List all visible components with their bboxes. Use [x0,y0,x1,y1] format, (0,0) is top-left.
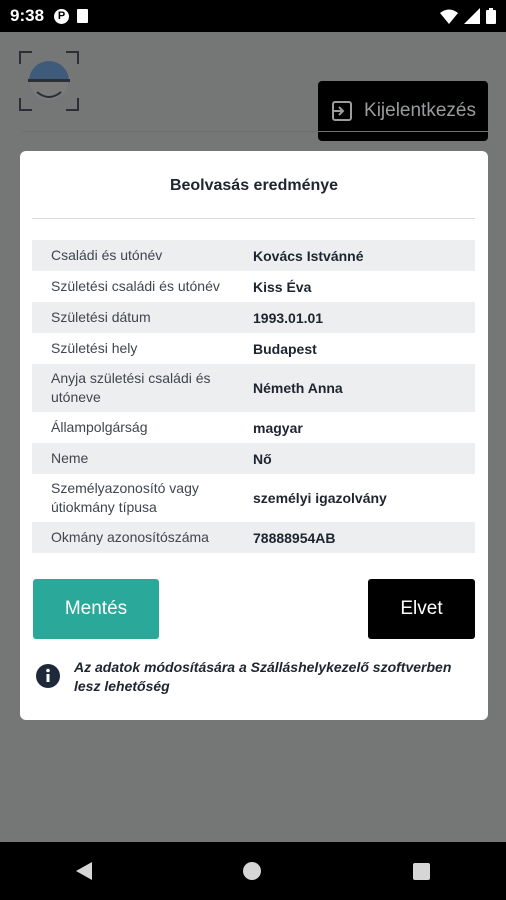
row-value: 78888954AB [253,529,336,546]
row-label: Családi és utónév [51,247,163,263]
row-label: Születési hely [51,340,138,356]
row-value: személyi igazolvány [253,490,387,506]
table-row [32,522,475,553]
row-label: Születési dátum [51,309,151,325]
row-value: Budapest [253,340,317,357]
reject-button[interactable]: Elvet [368,579,475,639]
table-row [32,302,475,333]
row-value: Nő [253,450,272,467]
row-label: Anyja születési családi és utóneve [51,370,211,405]
row-value: 1993.01.01 [253,309,324,326]
row-value: magyar [253,419,303,436]
battery-icon [486,8,496,24]
row-label: Személyazonosító vagy útiokmány típusa [51,480,199,515]
navigation-bar [0,842,506,900]
table-row [32,443,475,474]
status-time: 9:38 [10,6,45,25]
scan-result-dialog [20,151,488,720]
header-divider [22,131,488,132]
table-row [32,412,475,443]
dialog-title: Beolvasás eredménye [169,177,339,194]
row-label: Születési családi és utónév [51,278,220,294]
sim-card-icon [77,9,88,23]
dialog-divider [32,218,475,219]
signal-icon [464,8,480,24]
row-value: Kovács Istvánné [253,247,364,264]
info-message: Az adatok módosítására a Szálláshelykezelő szoftverben lesz lehetőség [74,659,452,694]
home-icon[interactable] [243,862,261,880]
back-icon[interactable] [76,862,92,880]
scan-result-table [32,240,475,553]
app-header [0,32,506,132]
face-scan-logo-icon [18,50,80,112]
status-indicators [440,8,496,24]
status-bar [0,0,506,32]
row-label: Okmány azonosítószáma [51,529,209,545]
row-label: Neme [51,450,89,466]
logout-button[interactable] [318,81,488,141]
table-row [32,240,475,271]
row-value: Németh Anna [253,380,343,396]
table-row [32,333,475,364]
save-button[interactable]: Mentés [33,579,159,639]
row-label: Állampolgárság [51,419,148,435]
info-icon [36,664,60,688]
table-row [32,364,475,412]
table-row [32,474,475,522]
logout-icon [330,99,354,123]
recent-apps-icon[interactable] [413,863,430,880]
row-value: Kiss Éva [253,278,312,295]
table-row [32,271,475,302]
logout-label: Kijelentkezés [364,100,476,121]
wifi-icon [440,9,458,24]
app-notification-icon: P [54,9,69,24]
